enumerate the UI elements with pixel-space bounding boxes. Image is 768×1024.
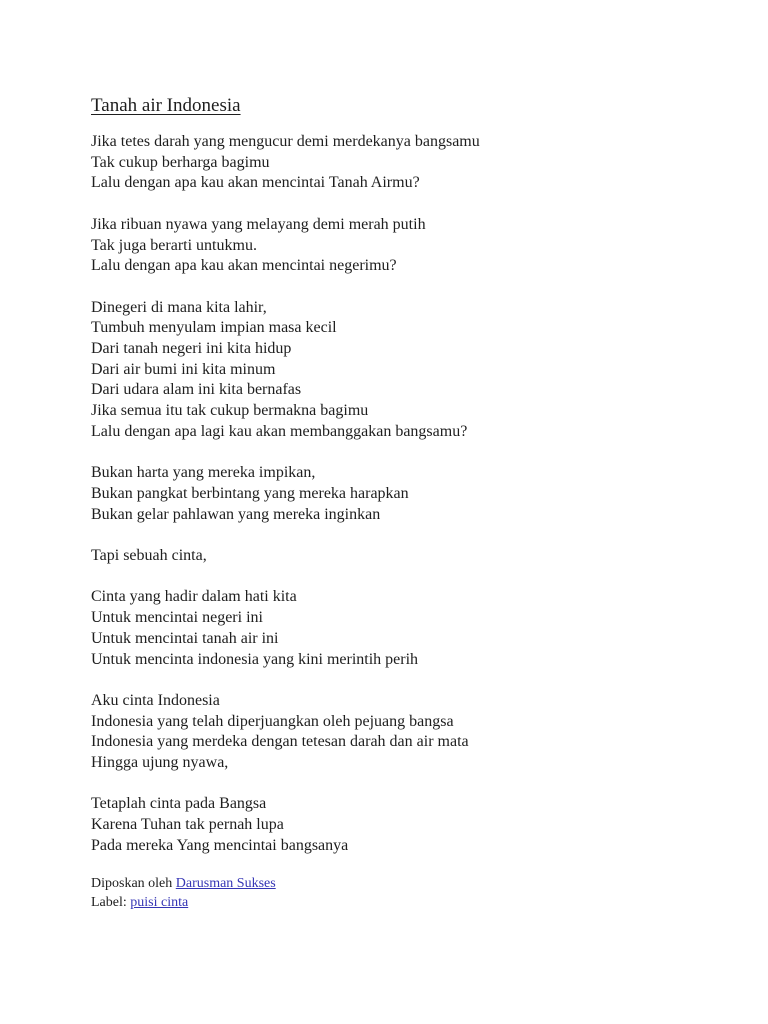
poem-line: Dari udara alam ini kita bernafas (91, 381, 302, 399)
post-label (91, 893, 731, 912)
poem-line: Dinegeri di mana kita lahir, (91, 298, 267, 316)
label-prefix: Label: (91, 895, 131, 911)
poem-line: Hingga ujung nyawa, (91, 754, 229, 771)
author-link[interactable]: Darusman Sukses (175, 876, 276, 892)
poem-line: Karena Tuhan tak pernah lupa (91, 816, 284, 834)
document (91, 94, 731, 912)
poem-line: Untuk mencintai tanah air ini (91, 629, 279, 647)
poem-line: Tetaplah cinta pada Bangsa (91, 795, 267, 813)
poem-title: Tanah air Indonesia (91, 95, 241, 116)
poem-line: Cinta yang hadir dalam hati kita (91, 588, 297, 606)
poem-line: Dari air bumi ini kita minum (91, 360, 276, 378)
poem-line: Indonesia yang telah diperjuangkan oleh pejuang bangsa (91, 712, 454, 730)
poem-line: Dari tanah negeri ini kita hidup (91, 340, 292, 357)
poem-line: Jika tetes darah yang mengucur demi merdekanya bangsamu (91, 133, 480, 150)
stanza (91, 215, 731, 277)
poem-line: Untuk mencinta indonesia yang kini merintih perih (91, 650, 419, 668)
poem-line: Bukan pangkat berbintang yang mereka harapkan (91, 484, 409, 502)
poem-line: Lalu dengan apa kau akan mencintai negerimu? (91, 257, 397, 275)
poem-line: Tak cukup berharga bagimu (91, 153, 270, 171)
label-link[interactable]: puisi cinta (130, 895, 189, 911)
post-footer (91, 874, 731, 912)
poem-line: Bukan gelar pahlawan yang mereka inginkan (91, 505, 381, 523)
poem-line: Lalu dengan apa lagi kau akan membanggakan bangsamu? (91, 422, 468, 440)
poem-line: Bukan harta yang mereka impikan, (91, 464, 316, 482)
stanza (91, 132, 731, 194)
stanza (91, 587, 731, 670)
stanza (91, 546, 731, 567)
poem-line: Aku cinta Indonesia (91, 691, 220, 709)
poem-line: Jika semua itu tak cukup bermakna bagimu (91, 402, 369, 420)
posted-by (91, 874, 731, 893)
poem-line: Pada mereka Yang mencintai bangsanya (91, 836, 349, 854)
poem-line: Tapi sebuah cinta, (91, 547, 207, 564)
poem-line: Indonesia yang merdeka dengan tetesan darah dan air mata (91, 733, 469, 751)
stanza (91, 691, 731, 774)
poem-line: Untuk mencintai negeri ini (91, 609, 263, 627)
poem-line: Jika ribuan nyawa yang melayang demi merah putih (91, 215, 426, 233)
poem-line: Tak juga berarti untukmu. (91, 236, 257, 254)
stanza (91, 298, 731, 443)
stanza (91, 463, 731, 525)
poem-line: Tumbuh menyulam impian masa kecil (91, 319, 337, 337)
poem-line: Lalu dengan apa kau akan mencintai Tanah Airmu? (91, 174, 420, 192)
stanza (91, 794, 731, 856)
posted-by-label: Diposkan oleh (91, 876, 176, 892)
poem-body (91, 132, 731, 857)
